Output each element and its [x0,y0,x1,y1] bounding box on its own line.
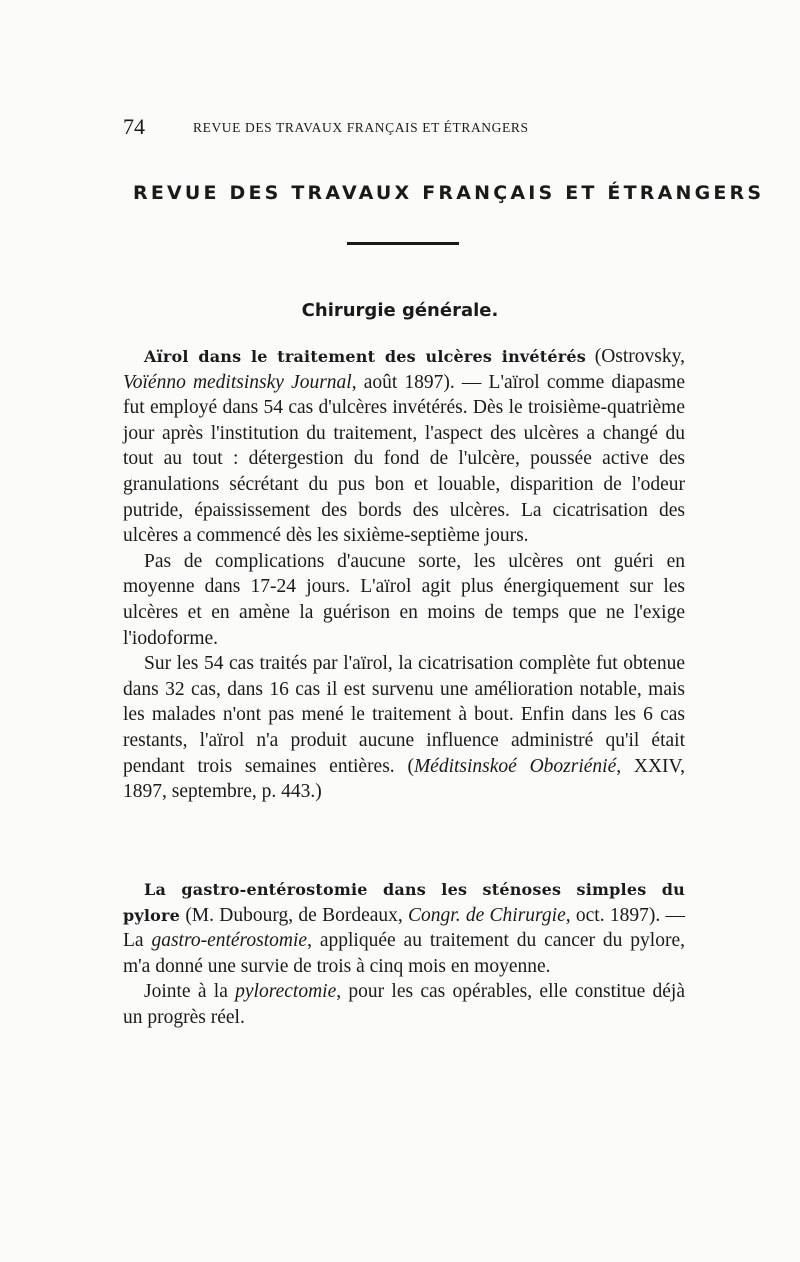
article-paragraph [123,877,685,979]
page-number: 74 [123,114,145,139]
running-title: REVUE DES TRAVAUX FRANÇAIS ET ÉTRANGERS [193,120,529,135]
article-text: , août 1897). — L'aïrol comme diapasme fut employé dans 54 cas d'ulcères invétérés. Dès le troisième-quatrième jour après l'institution du traitement, l'aspect des ulcères a changé du tout au tout : détergestion du fond de l'ulcère, poussée active des granulations sécrétant du pus bon et louable, disparition de l'odeur putride, épaississement des bords des ulcères. La cicatrisation des ulcères a commencé dès les sixième-septième jours. [123,371,685,547]
article-text: , appliquée au traitement du cancer du pylore, m'a donné une survie de trois à cinq mois en moyenne. [123,930,685,977]
article-text: , XXIV, 1897, septembre, p. 443.) [123,755,685,803]
procedure-term: gastro-entérostomie [151,930,308,952]
article-gastro [123,877,685,1031]
article-text: Sur les 54 cas traités par l'aïrol, la cicatrisation complète fut obtenue dans 32 cas, dans 16 cas il est survenu une amélioration notable, mais les malades n'ont pas mené le traitement à bout. Enfin dans les 6 cas restants, l'aïrol n'a produit aucune influence administré qu'il était pendant trois semaines entières. ( [123,653,685,777]
article-paragraph [123,651,685,805]
article-paragraph: Pas de complications d'aucune sorte, les ulcères ont guéri en moyenne dans 17-24 jours. L'aïrol agit plus énergiquement sur les ulcères et en amène la guérison en moins de temps que ne l'exige l'iodoforme. [123,550,685,649]
article-paragraph [123,344,685,549]
main-title: REVUE DES TRAVAUX FRANÇAIS ET ÉTRANGERS [133,182,765,204]
article-text: , oct. 1897). — La [123,904,685,952]
procedure-term: pylorectomie [235,981,337,1003]
article-author: (Ostrovsky, [585,346,685,367]
article-title: La gastro-entérostomie dans les sténoses simples du pylore [123,880,685,925]
journal-name: Méditsinskoé Obozriénié [413,755,617,777]
article-text: , pour les cas opérables, elle constitue déjà un progrès réel. [123,981,685,1028]
journal-name: Voïénno meditsinsky Journal [123,371,352,393]
section-heading: Chirurgie générale. [301,300,499,321]
article-author: (M. Dubourg, de Bordeaux, [180,904,409,926]
article-paragraph [123,979,685,1030]
title-rule [347,242,459,245]
congress-name: Congr. de Chirurgie [408,904,566,926]
article-airol [123,344,685,805]
running-head [123,115,643,139]
article-text: Jointe à la [144,981,236,1003]
article-title: Aïrol dans le traitement des ulcères invétérés [144,347,586,366]
